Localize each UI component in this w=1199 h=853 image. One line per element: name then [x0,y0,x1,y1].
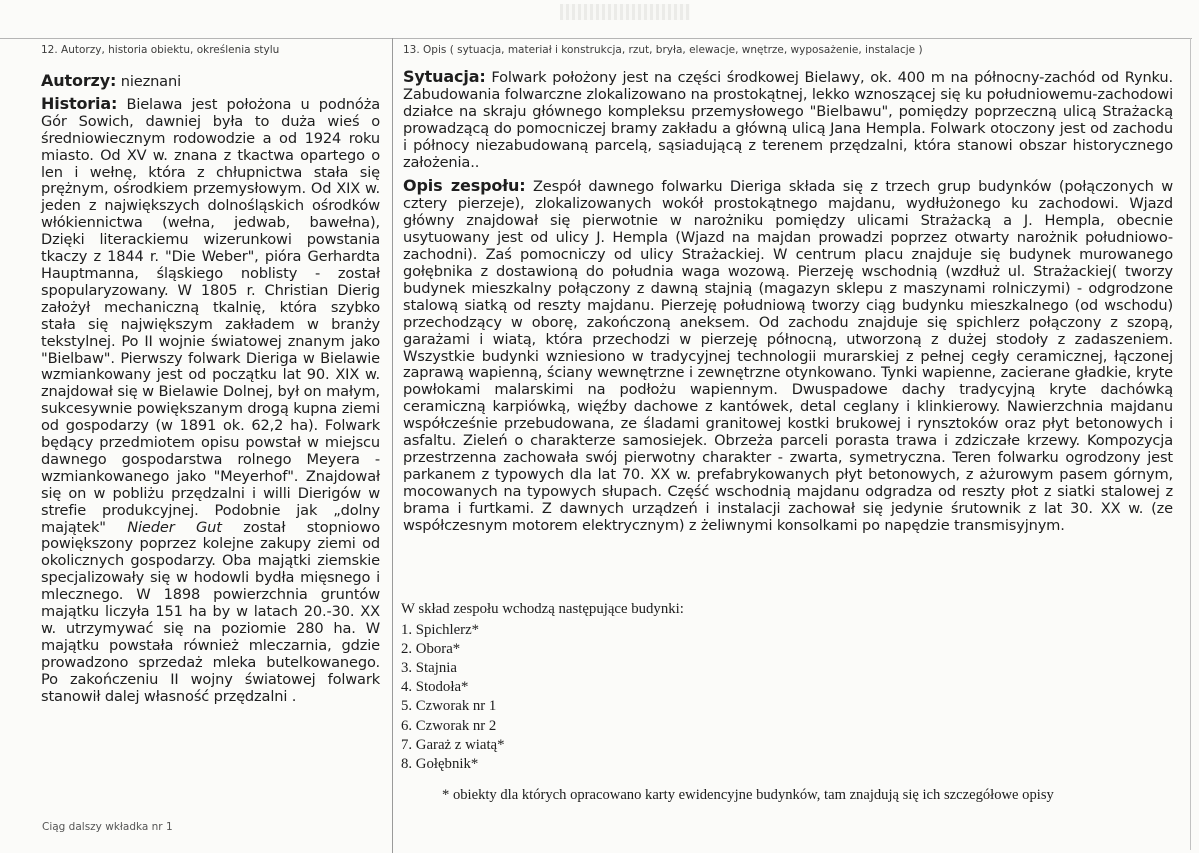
left-column [41,40,380,711]
list-item: 3. Stajnia [401,660,457,677]
list-item: 6. Czworak nr 2 [401,717,497,734]
top-rule [0,38,1192,39]
section-12-header: 12. Autorzy, historia obiektu, określenia stylu [41,44,280,56]
list-item: 5. Czworak nr 1 [401,698,497,715]
ensemble-text: Zespół dawnego folwarku Dieriga składa się z trzech grup budynków (połączonych w cztery pierzeje), zlokalizowanych wokół prostokątnego majdanu, wydłużonego ku zachodowi. Wjazd główny znajdował się pierwotnie w narożniku pomiędzy ulicami Strażacką a J. Hempla, obecnie usytuowany jest od ulicy J. Hempla (Wjazd na majdan prowadzi poprzez otwarty narożnik południowo-zachodni). Zaś pomocniczy od ulicy Strażackiej. W centrum placu znajduje się budynek murowanego gołębnika z dostawioną do południa waga wozową. Pierzeję wschodnią (wzdłuż ul. Strażackiej( tworzy budynek mieszkalny połączony z dawną stajnią (magazyn sklepu z maszynami rolniczymi) - odgrodzone stalową siatką od reszty majdanu. Pierzeję południową tworzy ciąg budynku mieszkalnego (od wschodu) przechodzący w oborę, zakończoną aneksem. Od zachodu znajduje się spichlerz połączony z szopą, garażami i wiatą, która przechodzi w pierzeję północną, utworzoną z dużej stodoły z zadaszeniem. Wszystkie budynki wzniesiono w tradycyjnej technologii murarskiej z pełnej cegły ceramicznej, łączonej zaprawą wapienną, ściany wewnętrzne i zewnętrzne otynkowano. Tynki wapienne, zacierane gładkie, kryte powłokami malarskimi na podłożu wapiennym. Dwuspadowe dachy tradycyjną kryte dachówką ceramiczną karpiówką, więźby dachowe z kantówek, detal ceglany i klinkierowy. Nawierzchnia majdanu współcześnie przebudowana, ze śladami granitowej kostki brukowej i rynsztoków oraz płyt betonowych i asfaltu. Zieleń o charakterze samosiejek. Obrzeża parceli porasta trawa i zdziczałe krzewy. Kompozycja przestrzenna zachowała swój pierwotny charakter - zwarta, symetryczna. Teren folwarku ogrodzony jest parkanem z typowych dla lat 70. XX w. prefabrykowanych płyt betonowych, z ażurowym pasem górnym, mocowanych na typowych słupach. Część wschodnią majdanu odgradza od reszty płot z siatki stalowej z brama i furtkami. Z dawnych urządzeń i instalacji zachował się jedynie śrutownik z lat 30. XX w. (ze współczesnym motorem elektrycznym) z żeliwnymi konsolkami po napędzie transmisyjnym. [403,178,1174,534]
continued-note: Ciąg dalszy wkładka nr 1 [42,821,173,833]
right-body [403,69,1173,534]
authors-paragraph [41,73,380,91]
authors-label: Autorzy: [41,71,117,90]
left-body [41,73,380,706]
situation-label: Sytuacja: [403,67,486,86]
history-paragraph [41,93,380,706]
situation-paragraph [403,69,1173,171]
ensemble-label: Opis zespołu: [403,176,526,196]
situation-text: Folwark położony jest na części środkowej Bielawy, ok. 400 m na północny-zachód od Rynku. Zabudowania folwarczne zlokalizowano na prostokątnej, lekko wznoszącej się ku południowemu-zachodowi działce na skraju głównego kompleksu przemysłowego "Bielbawu", pomiędzy poprzeczną ulicą Strażacką prowadzącą do pomocniczej bramy zakładu a główną ulicą Jana Hempla. Folwark otoczony jest od zachodu i północy niezabudowaną parcelą, sąsiadującą z terenem przędzalni, która stanowi obszar historycznego założenia.. [403,69,1173,171]
right-column [403,40,1173,541]
ensemble-paragraph [403,178,1173,534]
history-text-2: został stopniowo powiększony poprzez kolejne zakupy ziemi od okolicznych gospodarzy. Oba majątki ziemskie specjalizowały się w hodowli bydła mięsnego i mlecznego. W 1898 powierzchnia gruntów majątku liczyła 151 ha by w latach 20.-30. XX w. utrzymywać się na poziomie 280 ha. W majątku powstała również mleczarnia, gdzie prowadzono sprzedaż mleka butelkowanego. Po zakończeniu II wojny światowej folwark stanowił dalej własność przędzalni . [41,518,380,705]
buildings-list-intro: W skład zespołu wchodzą następujące budynki: [401,601,684,617]
footnote: * obiekty dla których opracowano karty ewidencyjne budynków, tam znajdują się ich szczegółowe opisy [442,787,1054,803]
buildings-list [401,621,901,774]
column-divider [392,38,393,853]
list-item: 4. Stodoła* [401,679,469,696]
section-13-header: 13. Opis ( sytuacja, materiał i konstrukcja, rzut, bryła, elewacje, wnętrze, wyposażenie, instalacje ) [403,44,923,56]
list-item: 8. Gołębnik* [401,755,479,772]
history-text-1: Bielawa jest położona u podnóża Gór Sowich, dawniej była to duża wieś o średniowiecznym rodowodzie a od 1924 roku miasto. Od XV w. znana z tkactwa opartego o len i wełnę, która z chłupnictwa stała się prężnym, ośrodkiem przemysłowym. Od XIX w. jeden z największych dolnośląskich ośrodków włókiennictwa (wełna, jedwab, bawełna), Dzięki literackiemu wizerunkowi powstania tkaczy z 1844 r. "Die Weber", pióra Gerhardta Hauptmanna, śląskiego noblisty - został spopularyzowany. W 1805 r. Christian Dierig założył mechaniczną tkalnię, która szybko stała się największym zakładem w branży tekstylnej. Po II wojnie światowej znanym jako "Bielbaw". Pierwszy folwark Dieriga w Bielawie wzmiankowany jest od początku lat 90. XIX w. znajdował się w Bielawie Dolnej, był on małym, sukcesywnie powiększanym drogą kupna ziemi od gospodarzy (w 1891 ok. 62,2 ha). Folwark będący przedmiotem opisu powstał w miejscu dawnego gospodarstwa rolnego Meyera - wzmiankowanego jako "Meyerhof". Znajdował się on w pobliżu przędzalni i willi Dierigów w strefie produkcyjnej. Podobnie jak „dolny majątek" [41,95,380,536]
scan-artifact [560,4,690,20]
list-item: 1. Spichlerz* [401,622,480,639]
history-italic: Nieder Gut [127,518,222,536]
right-rule [1190,38,1191,850]
buildings-list-block [401,600,901,774]
list-item: 7. Garaż z wiatą* [401,736,505,753]
list-item: 2. Obora* [401,641,461,658]
authors-value: nieznani [116,73,181,90]
history-label: Historia: [41,93,118,113]
